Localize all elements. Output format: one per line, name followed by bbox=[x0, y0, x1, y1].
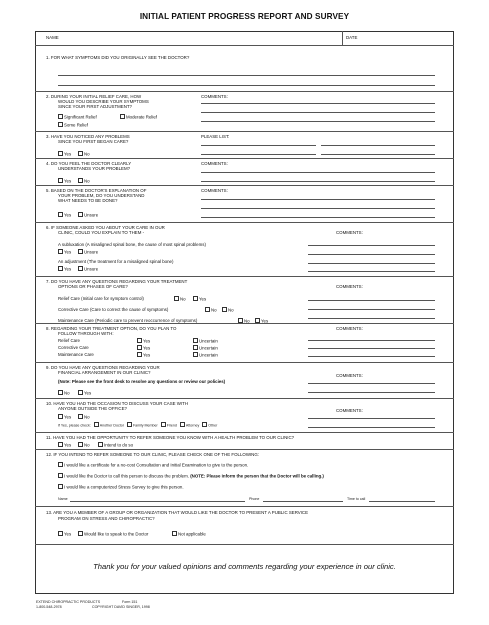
question-4-line-2: UNDERSTANDS YOUR PROBLEM? bbox=[58, 166, 131, 171]
option-yes[interactable]: Yes bbox=[58, 414, 71, 420]
comments-label: COMMENTS: bbox=[336, 326, 363, 331]
comment-line[interactable] bbox=[308, 348, 435, 349]
checkbox[interactable] bbox=[58, 484, 63, 489]
checkbox[interactable] bbox=[193, 352, 198, 357]
comments-label: COMMENTS: bbox=[336, 284, 363, 289]
referral-name-field[interactable] bbox=[70, 501, 245, 502]
option-yes[interactable]: Yes bbox=[58, 151, 71, 157]
checkbox[interactable] bbox=[202, 422, 207, 427]
question-2-line-3: SINCE YOUR FIRST ADJUSTMENT? bbox=[58, 104, 133, 109]
option-yes[interactable]: Yes bbox=[58, 266, 71, 272]
option-yes[interactable]: Yes bbox=[58, 178, 71, 184]
referral-time-label: Time to call bbox=[347, 497, 366, 501]
checkbox[interactable] bbox=[172, 531, 177, 536]
option-yes[interactable]: Yes bbox=[137, 345, 150, 351]
comment-line[interactable] bbox=[308, 356, 435, 357]
option-some-relief[interactable]: Some Relief bbox=[58, 122, 88, 128]
relief-care-label: Relief Care (Initial care for symptom control) bbox=[58, 296, 144, 301]
checkbox[interactable] bbox=[58, 462, 63, 467]
checkbox[interactable] bbox=[137, 345, 142, 350]
adjustment-label: An adjustment (The treatment for a misaligned spinal bone) bbox=[58, 259, 174, 264]
comment-line[interactable] bbox=[308, 263, 435, 264]
checkbox[interactable] bbox=[58, 531, 63, 536]
comment-line[interactable] bbox=[308, 392, 435, 393]
checkbox[interactable] bbox=[78, 390, 83, 395]
comment-line[interactable] bbox=[201, 217, 435, 218]
contact-check-row: If Yes, please check: Another Doctor Family Member Friend Attorney Other bbox=[58, 423, 218, 428]
question-2-line-2: WOULD YOU DESCRIBE YOUR SYMPTOMS bbox=[58, 99, 149, 104]
option-yes[interactable]: Yes bbox=[58, 531, 71, 537]
comment-line[interactable] bbox=[201, 181, 435, 182]
list-line[interactable] bbox=[321, 154, 435, 155]
option-no[interactable]: No bbox=[222, 307, 234, 313]
question-11: 11. HAVE YOU HAD THE OPPORTUNITY TO REFER SOMEONE YOU KNOW WITH A HEALTH PROBLEM TO OUR CLINIC? bbox=[46, 435, 295, 440]
option-uncertain[interactable]: Uncertain bbox=[193, 345, 218, 351]
section-rule bbox=[35, 185, 454, 186]
comments-label: COMMENTS: bbox=[336, 408, 363, 413]
checkbox[interactable] bbox=[127, 422, 132, 427]
corrective-care-label: Corrective Care (Care to correct the cause of symptoms) bbox=[58, 307, 169, 312]
checkbox[interactable] bbox=[94, 422, 99, 427]
option-significant-relief[interactable]: Significant Relief bbox=[58, 114, 97, 120]
comment-line[interactable] bbox=[308, 254, 435, 255]
option-moderate-relief[interactable]: Moderate Relief bbox=[120, 114, 157, 120]
comment-line[interactable] bbox=[308, 245, 435, 246]
comment-line[interactable] bbox=[201, 172, 435, 173]
footer-phone: 1-800-548-2978 bbox=[36, 605, 62, 609]
checkbox[interactable] bbox=[58, 122, 63, 127]
question-2-line-1: 2. DURING YOUR INITIAL RELIEF CARE, HOW bbox=[46, 94, 142, 99]
checkbox[interactable] bbox=[78, 151, 83, 156]
option-not-applicable[interactable]: Not applicable bbox=[172, 531, 206, 537]
comment-line[interactable] bbox=[201, 199, 435, 200]
section-rule bbox=[35, 544, 454, 545]
option-no[interactable]: No bbox=[78, 442, 90, 448]
section-rule bbox=[35, 91, 454, 92]
option-yes[interactable]: Yes bbox=[58, 249, 71, 255]
option-yes[interactable]: Yes bbox=[78, 390, 91, 396]
checkbox[interactable] bbox=[58, 442, 63, 447]
question-7-line-1: 7. DO YOU HAVE ANY QUESTIONS REGARDING YOUR TREATMENT bbox=[46, 279, 188, 284]
comment-line[interactable] bbox=[308, 309, 435, 310]
question-3-line-2: SINCE YOU FIRST BEGAN CARE? bbox=[58, 139, 129, 144]
comments-label: COMMENTS: bbox=[201, 161, 228, 166]
section-rule bbox=[35, 432, 454, 433]
referral-time-field[interactable] bbox=[369, 501, 435, 502]
question-8-line-2: FOLLOW THROUGH WITH: bbox=[58, 331, 114, 336]
option-yes[interactable]: Yes bbox=[193, 296, 206, 302]
checkbox[interactable] bbox=[78, 212, 83, 217]
section-rule bbox=[35, 131, 454, 132]
checkbox[interactable] bbox=[193, 345, 198, 350]
section-rule bbox=[35, 449, 454, 450]
checkbox[interactable] bbox=[205, 307, 210, 312]
header-divider bbox=[342, 31, 343, 45]
header-rule bbox=[35, 45, 454, 46]
checkbox[interactable] bbox=[137, 338, 142, 343]
option-yes[interactable]: Yes bbox=[255, 318, 268, 324]
name-label: NAME bbox=[46, 35, 59, 40]
comment-line[interactable] bbox=[201, 121, 435, 122]
please-list-label: PLEASE LIST: bbox=[201, 134, 230, 139]
comments-label: COMMENTS: bbox=[336, 230, 363, 235]
checkbox[interactable] bbox=[58, 178, 63, 183]
question-6-line-1: 6. IF SOMEONE ASKED YOU ABOUT YOUR CARE IN OUR bbox=[46, 225, 165, 230]
question-4-line-1: 4. DO YOU FEEL THE DOCTOR CLEARLY bbox=[46, 161, 132, 166]
section-rule bbox=[35, 506, 454, 507]
checkbox[interactable] bbox=[174, 296, 179, 301]
checkbox[interactable] bbox=[58, 114, 63, 119]
checkbox[interactable] bbox=[78, 414, 83, 419]
option-uncertain[interactable]: Uncertain bbox=[193, 352, 218, 358]
checkbox[interactable] bbox=[58, 414, 63, 419]
comment-line[interactable] bbox=[308, 383, 435, 384]
option-unsure[interactable]: Unsure bbox=[78, 266, 98, 272]
option-stress-survey[interactable]: I would like a computerized Stress Survey to give this person. bbox=[58, 484, 184, 490]
option-yes[interactable]: Yes bbox=[58, 442, 71, 448]
comments-label: COMMENTS: bbox=[336, 373, 363, 378]
comments-label: COMMENTS: bbox=[201, 188, 228, 193]
checkbox[interactable] bbox=[78, 442, 83, 447]
checkbox[interactable] bbox=[58, 266, 63, 271]
section-rule bbox=[35, 323, 454, 324]
comment-line[interactable] bbox=[308, 427, 435, 428]
date-field[interactable] bbox=[360, 35, 450, 44]
checkbox[interactable] bbox=[78, 266, 83, 271]
section-rule bbox=[35, 276, 454, 277]
option-no[interactable]: No bbox=[78, 414, 90, 420]
subluxation-label: A subluxation (A misaligned spinal bone, the cause of most spinal problems) bbox=[58, 242, 206, 247]
option-certificate[interactable]: I would like a certificate for a no-cost Consultation and Initial Examination to give to the person. bbox=[58, 462, 248, 468]
checkbox[interactable] bbox=[58, 151, 63, 156]
maintenance-care-row: Maintenance Care bbox=[58, 352, 94, 357]
comments-label: COMMENTS: bbox=[201, 94, 228, 99]
option-no[interactable]: No bbox=[78, 151, 90, 157]
question-5-line-2: YOUR PROBLEM, DO YOU UNDERSTAND bbox=[58, 193, 145, 198]
financial-note: (Note: Please see the front desk to resolve any questions or review our policies) bbox=[58, 379, 226, 384]
comment-line[interactable] bbox=[201, 112, 435, 113]
question-5-line-3: WHAT NEEDS TO BE DONE? bbox=[58, 198, 118, 203]
comment-line[interactable] bbox=[308, 340, 435, 341]
question-1: 1. FOR WHAT SYMPTOMS DID YOU ORIGINALLY SEE THE DOCTOR? bbox=[46, 55, 190, 60]
option-yes[interactable]: Yes bbox=[137, 352, 150, 358]
section-rule bbox=[35, 158, 454, 159]
comment-line[interactable] bbox=[308, 418, 435, 419]
name-field[interactable] bbox=[70, 35, 338, 44]
thank-you-message: Thank you for your valued opinions and comments regarding your experience in our clinic. bbox=[93, 562, 396, 571]
option-speak-doctor[interactable]: Would like to speak to the Doctor bbox=[78, 531, 148, 537]
footer-copyright: COPYRIGHT DAVID SINGER, 1998 bbox=[92, 605, 150, 609]
option-uncertain[interactable]: Uncertain bbox=[193, 338, 218, 344]
list-line[interactable] bbox=[321, 145, 435, 146]
option-doctor-call[interactable]: I would like the Doctor to call this person to discuss the problem. (NOTE: Please inform the person that the Doctor will be calling.) bbox=[58, 473, 324, 479]
question-9-line-2: FINANCIAL ARRANGEMENT IN OUR CLINIC? bbox=[58, 370, 151, 375]
checkbox[interactable] bbox=[98, 442, 103, 447]
maintenance-care-label: Maintenance Care (Periodic care to prevent reoccurrence of symptoms) bbox=[58, 318, 198, 323]
question-13-line-1: 13. ARE YOU A MEMBER OF A GROUP OR ORGANIZATION THAT WOULD LIKE THE DOCTOR TO PRESENT A PUBLIC SERVICE bbox=[46, 510, 309, 515]
question-5-line-1: 5. BASED ON THE DOCTOR'S EXPLANATION OF bbox=[46, 188, 147, 193]
answer-line[interactable] bbox=[58, 85, 435, 86]
question-10-line-1: 10. HAVE YOU HAD THE OCCASION TO DISCUSS YOUR CASE WITH bbox=[46, 401, 188, 406]
comment-line[interactable] bbox=[201, 103, 435, 104]
corrective-care-row: Corrective Care bbox=[58, 345, 89, 350]
comment-line[interactable] bbox=[308, 300, 435, 301]
option-unsure[interactable]: Unsure bbox=[78, 212, 98, 218]
option-no[interactable]: No bbox=[78, 178, 90, 184]
footer-company: EXTEND CHIROPRACTIC PRODUCTS bbox=[36, 600, 101, 604]
checkbox[interactable] bbox=[180, 422, 185, 427]
answer-line[interactable] bbox=[58, 75, 435, 76]
checkbox[interactable] bbox=[58, 249, 63, 254]
comment-line[interactable] bbox=[308, 271, 435, 272]
referral-phone-field[interactable] bbox=[263, 501, 343, 502]
checkbox[interactable] bbox=[193, 338, 198, 343]
list-line[interactable] bbox=[201, 145, 316, 146]
list-line[interactable] bbox=[201, 154, 316, 155]
referral-phone-label: Phone bbox=[249, 497, 260, 501]
checkbox[interactable] bbox=[58, 473, 63, 478]
checkbox[interactable] bbox=[193, 296, 198, 301]
comment-line[interactable] bbox=[201, 208, 435, 209]
comment-line[interactable] bbox=[308, 318, 435, 319]
section-rule bbox=[35, 362, 454, 363]
question-9-line-1: 9. DO YOU HAVE ANY QUESTIONS REGARDING YOUR bbox=[46, 365, 160, 370]
question-3-line-1: 3. HAVE YOU NOTICED ANY PROBLEMS bbox=[46, 134, 130, 139]
option-yes[interactable]: Yes bbox=[58, 212, 71, 218]
question-12: 12. IF YOU INTEND TO REFER SOMEONE TO OUR CLINIC, PLEASE CHECK ONE OF THE FOLLOWING: bbox=[46, 452, 259, 457]
question-7-line-2: OPTIONS OR PHASES OF CARE? bbox=[58, 284, 128, 289]
checkbox[interactable] bbox=[78, 178, 83, 183]
checkbox[interactable] bbox=[78, 531, 83, 536]
option-no[interactable]: No bbox=[58, 390, 70, 396]
question-10-line-2: ANYONE OUTSIDE THE OFFICE? bbox=[58, 406, 127, 411]
checkbox[interactable] bbox=[58, 212, 63, 217]
question-6-line-2: CLINIC, COULD YOU EXPLAIN TO THEM - bbox=[58, 230, 145, 235]
question-8-line-1: 8. REGARDING YOUR TREATMENT OPTION, DO YOU PLAN TO bbox=[46, 326, 177, 331]
option-intend[interactable]: Intend to do so bbox=[98, 442, 133, 448]
option-no[interactable]: No bbox=[205, 307, 217, 313]
referral-name-label: Name bbox=[58, 497, 68, 501]
option-yes[interactable]: Yes bbox=[137, 338, 150, 344]
checkbox[interactable] bbox=[78, 249, 83, 254]
option-unsure[interactable]: Unsure bbox=[78, 249, 98, 255]
page-title: INITIAL PATIENT PROGRESS REPORT AND SURVEY bbox=[139, 12, 350, 21]
checkbox[interactable] bbox=[161, 422, 166, 427]
option-no[interactable]: No bbox=[174, 296, 186, 302]
question-13-line-2: PROGRAM ON STRESS AND CHIROPRACTIC? bbox=[58, 516, 155, 521]
section-rule bbox=[35, 398, 454, 399]
section-rule bbox=[35, 222, 454, 223]
checkbox[interactable] bbox=[120, 114, 125, 119]
footer-form-number: Form 151 bbox=[122, 600, 138, 604]
checkbox[interactable] bbox=[222, 307, 227, 312]
date-label: DATE bbox=[346, 35, 358, 40]
option-no[interactable]: No bbox=[238, 318, 250, 324]
checkbox[interactable] bbox=[58, 390, 63, 395]
relief-care-row: Relief Care bbox=[58, 338, 80, 343]
checkbox[interactable] bbox=[137, 352, 142, 357]
